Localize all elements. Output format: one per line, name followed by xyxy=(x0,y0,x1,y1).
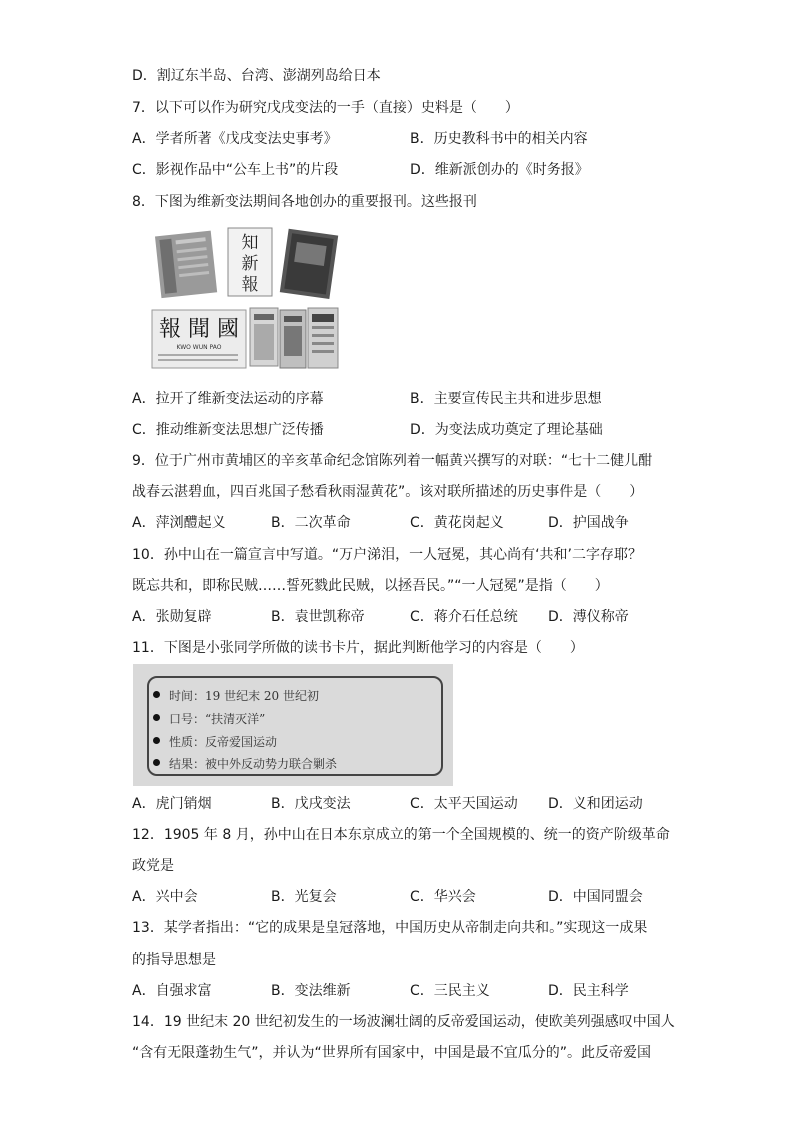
q9-option-b: B．二次革命 xyxy=(271,515,351,531)
q8-option-c: C．推动维新变法思想广泛传播 xyxy=(132,422,324,438)
newspapers-image xyxy=(150,224,340,374)
q8-option-a: A．拉开了维新变法运动的序幕 xyxy=(132,391,324,407)
card-row-time xyxy=(169,687,319,704)
q7-option-d: D．维新派创办的《时务报》 xyxy=(410,162,589,178)
q13-option-a: A．自强求富 xyxy=(132,983,212,999)
q9-option-d: D．护国战争 xyxy=(548,515,629,531)
q13-option-b: B．变法维新 xyxy=(271,983,351,999)
q13-option-c: C．三民主义 xyxy=(410,983,490,999)
q12-option-c: C．华兴会 xyxy=(410,889,476,905)
q13-stem-line1: 13．某学者指出：“它的成果是皇冠落地，中国历史从帝制走向共和。”实现这一成果 xyxy=(132,920,648,936)
card-row-slogan xyxy=(169,710,265,727)
q14-stem-line1: 14．19 世纪末 20 世纪初发生的一场波澜壮阔的反帝爱国运动，使欧美列强感叹中国人 xyxy=(132,1014,675,1030)
q7-option-a: A．学者所著《戊戌变法史事考》 xyxy=(132,131,338,147)
q13-stem-line2: 的指导思想是 xyxy=(132,952,216,968)
guowenbao-char-3: 報 xyxy=(158,317,182,342)
q11-stem: 11．下图是小张同学所做的读书卡片，据此判断他学习的内容是（ ） xyxy=(132,640,584,656)
q7-option-c: C．影视作品中“公车上书”的片段 xyxy=(132,162,339,178)
q10-option-a: A．张勋复辟 xyxy=(132,609,212,625)
card-row-result xyxy=(169,755,337,772)
reading-card xyxy=(147,676,443,776)
q8-stem: 8．下图为维新变法期间各地创办的重要报刊。这些报刊 xyxy=(132,194,477,210)
card-row-result-text: 结果：被中外反动势力联合剿杀 xyxy=(169,757,338,771)
q7-stem: 7．以下可以作为研究戊戌变法的一手（直接）史料是（ ） xyxy=(132,100,519,116)
q11-option-a: A．虎门销烟 xyxy=(132,796,212,812)
card-row-nature xyxy=(169,733,277,750)
q8-option-d: D．为变法成功奠定了理论基础 xyxy=(410,422,603,438)
q10-stem-line1: 10．孙中山在一篇宣言中写道。“万户涕泪，一人冠冕，其心尚有‘共和’二字存耶？ xyxy=(132,547,642,563)
q10-option-b: B．袁世凯称帝 xyxy=(271,609,365,625)
q9-stem-line2: 战春云湛碧血，四百兆国子愁看秋雨湿黄花”。该对联所描述的历史事件是（ ） xyxy=(132,484,644,500)
q9-option-a: A．萍浏醴起义 xyxy=(132,515,226,531)
q8-option-b: B．主要宣传民主共和进步思想 xyxy=(410,391,602,407)
reading-card-image xyxy=(133,664,453,786)
bullet-icon xyxy=(153,691,160,698)
q11-option-c: C．太平天国运动 xyxy=(410,796,518,812)
zhixinbao-char-1: 知 xyxy=(241,233,259,253)
bullet-icon xyxy=(153,759,160,766)
guowenbao-char-2: 聞 xyxy=(187,317,211,342)
bullet-icon xyxy=(153,737,160,744)
q10-option-c: C．蒋介石任总统 xyxy=(410,609,518,625)
q13-option-d: D．民主科学 xyxy=(548,983,629,999)
guowenbao-char-1: 國 xyxy=(216,317,240,342)
card-row-nature-text: 性质：反帝爱国运动 xyxy=(169,735,278,749)
q12-option-d: D．中国同盟会 xyxy=(548,889,643,905)
guowenbao-roman: KWO WUN PAO xyxy=(176,344,222,351)
q10-option-d: D．溥仪称帝 xyxy=(548,609,629,625)
q9-option-c: C．黄花岗起义 xyxy=(410,515,504,531)
q12-option-a: A．兴中会 xyxy=(132,889,198,905)
q12-stem-line2: 政党是 xyxy=(132,858,174,874)
q10-stem-line2: 既忘共和，即称民贼……誓死戮此民贼，以拯吾民。”“一人冠冕”是指（ ） xyxy=(132,578,609,594)
zhixinbao-char-3: 報 xyxy=(241,275,259,295)
q12-stem-line1: 12．1905 年 8 月，孙中山在日本东京成立的第一个全国规模的、统一的资产阶级革命 xyxy=(132,827,670,843)
q11-option-d: D．义和团运动 xyxy=(548,796,643,812)
q11-option-b: B．戊戌变法 xyxy=(271,796,351,812)
q6-option-d: D．割辽东半岛、台湾、澎湖列岛给日本 xyxy=(132,68,381,84)
q12-option-b: B．光复会 xyxy=(271,889,337,905)
card-row-time-text: 时间：19 世纪末 20 世纪初 xyxy=(169,689,319,703)
card-row-slogan-text: 口号：“扶清灭洋” xyxy=(169,712,266,726)
q7-option-b: B．历史教科书中的相关内容 xyxy=(410,131,588,147)
bullet-icon xyxy=(153,714,160,721)
q14-stem-line2: “含有无限蓬勃生气”，并认为“世界所有国家中，中国是最不宜瓜分的”。此反帝爱国 xyxy=(132,1045,652,1061)
q9-stem-line1: 9．位于广州市黄埔区的辛亥革命纪念馆陈列着一幅黄兴撰写的对联：“七十二健儿酣 xyxy=(132,453,653,469)
zhixinbao-char-2: 新 xyxy=(241,254,259,274)
